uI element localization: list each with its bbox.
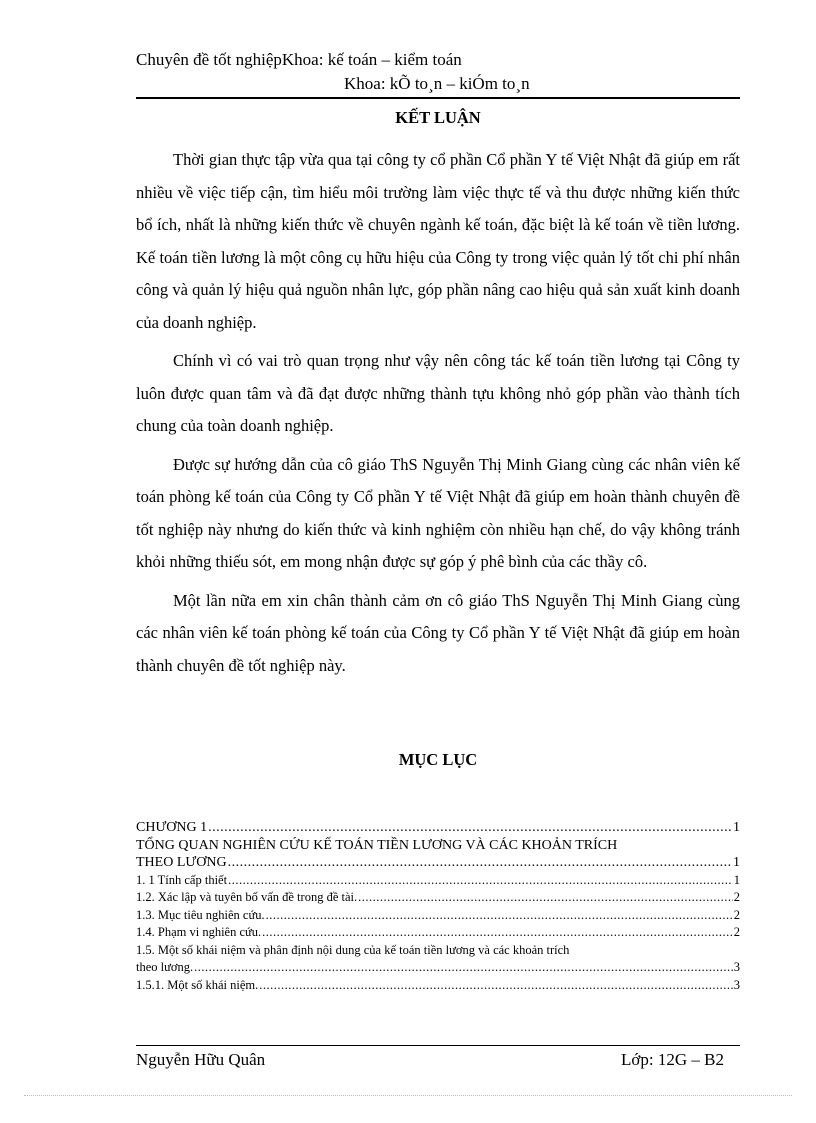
conclusion-paragraph-3: Được sự hướng dẫn của cô giáo ThS Nguyễn Thị Minh Giang cùng các nhân viên kế toán phòng kế toán của Công ty Cổ phần Y tế Việt Nhật đã giúp em hoàn thành chuyên đề tốt nghiệp này nhưng do kiến thức và kinh nghiệm còn nhiều hạn chế, do vậy không tránh khỏi những thiếu sót, em mong nhận được sự góp ý phê bình của các thầy cô. [136,454,740,571]
header-line-1: Chuyên đề tốt nghiệpKhoa: kế toán – kiểm toán [136,50,462,69]
toc-entry[interactable]: TỔNG QUAN NGHIÊN CỨU KẾ TOÁN TIỀN LƯƠNG VÀ CÁC KHOẢN TRÍCH THEO LƯƠNG ..... 1 [136,837,740,872]
header-rule [136,97,740,99]
toc-entry[interactable]: 1.4. Phạm vi nghiên cứu. ..... 2 [136,924,740,942]
footer-author: Nguyễn Hữu Quân [136,1050,266,1069]
toc-entry[interactable]: 1.5.1. Một số khái niệm. ..... 3 [136,977,740,995]
toc-title: MỤC LỤC [398,750,478,769]
conclusion-body [136,144,740,688]
toc-entry[interactable]: 1. 1 Tính cấp thiết ..... 1 [136,872,740,890]
conclusion-paragraph-2: Chính vì có vai trò quan trọng như vậy nên công tác kế toán tiền lương tại Công ty luôn được quan tâm và đã đạt được những thành tựu không nhỏ góp phần vào thành tích chung của toàn doanh nghiệp. [136,351,740,435]
toc-entry[interactable]: 1.2. Xác lập và tuyên bố vấn đề trong đề tài. ..... 2 [136,889,740,907]
header-line-2: Khoa: kÕ to¸n – kiÓm to¸n [344,74,530,93]
footer-rule [136,1045,740,1046]
footer-class: Lớp: 12G – B2 [621,1050,724,1069]
conclusion-title: KẾT LUẬN [395,108,481,127]
toc-entry[interactable]: 1.5. Một số khái niệm và phân định nội dung của kế toán tiền lương và các khoản trích theo lương. ..... 3 [136,942,740,977]
table-of-contents [136,819,740,994]
conclusion-paragraph-1: Thời gian thực tập vừa qua tại công ty cổ phần Cổ phần Y tế Việt Nhật đã giúp em rất nhiều về việc tiếp cận, tìm hiểu môi trường làm việc thực tế và thu được những kiến thức bổ ích, nhất là những kiến thức về chuyên ngành kế toán, đặc biệt là kế toán về tiền lương. Kế toán tiền lương là một công cụ hữu hiệu của Công ty trong việc quản lý tốt chi phí nhân công và quản lý hiệu quả nguồn nhân lực, góp phần nâng cao hiệu quả sản xuất kinh doanh của doanh nghiệp. [136,150,740,332]
toc-entry[interactable]: CHƯƠNG 1 ..... 1 [136,819,740,837]
conclusion-paragraph-4: Một lần nữa em xin chân thành cảm ơn cô giáo ThS Nguyễn Thị Minh Giang cùng các nhân viên kế toán phòng kế toán của Công ty Cổ phần Y tế Việt Nhật đã giúp em hoàn thành chuyên đề tốt nghiệp này. [136,590,740,675]
page-edge-dotted-line [24,1095,792,1096]
toc-entry[interactable]: 1.3. Mục tiêu nghiên cứu. ..... 2 [136,907,740,925]
